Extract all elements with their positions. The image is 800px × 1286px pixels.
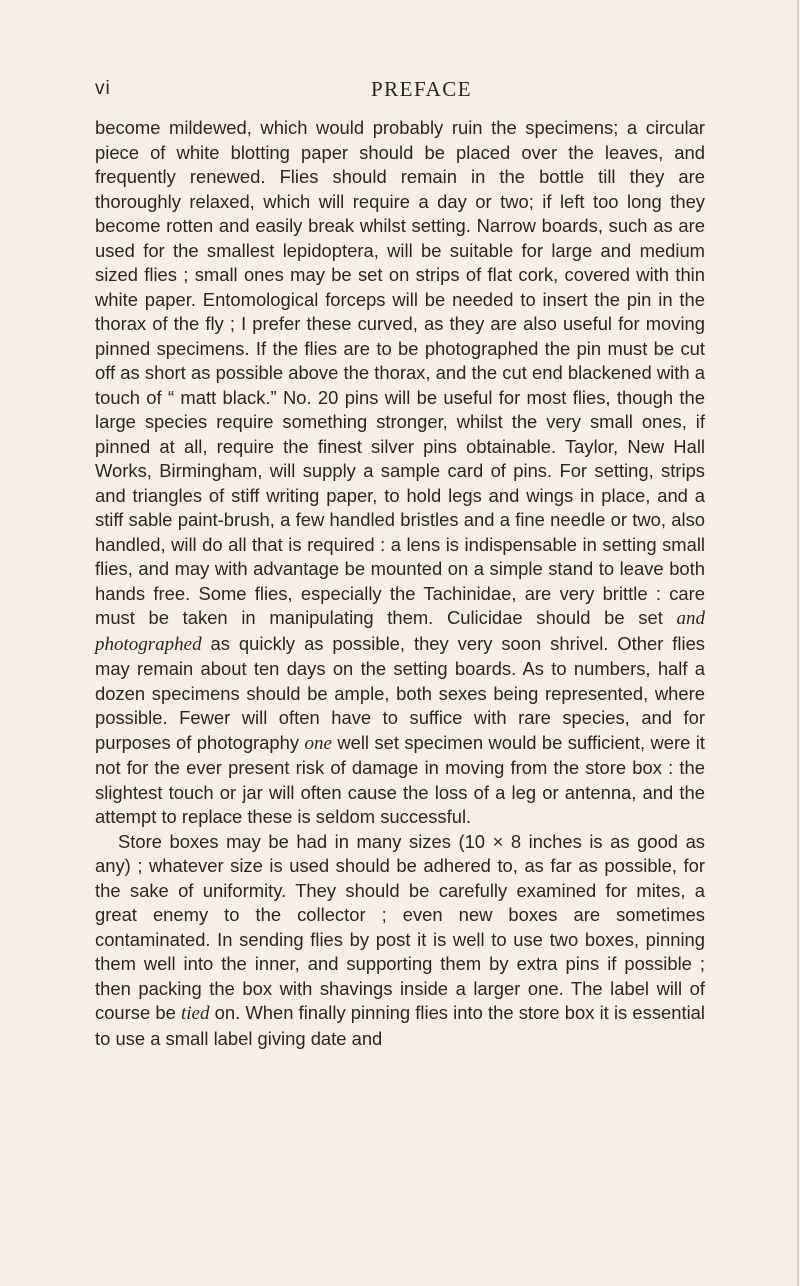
page-header <box>95 78 705 108</box>
body-text <box>95 116 705 1051</box>
italic-text: and photographed <box>95 608 705 655</box>
italic-text: tied <box>181 1003 210 1024</box>
paragraph <box>95 116 705 830</box>
paragraph <box>95 830 705 1052</box>
text-run: Store boxes may be had in many sizes (10 × 8 inches is as good as any) ; whatever size is used should be adhered to, as far as possible, for the sake of uniformity. They should be carefully examined for mites, a great enemy to the collector ; even new boxes are sometimes contaminated. In sending flies by post it is well to use two boxes, pinning them well into the inner, and supporting them by extra pins if possible ; then packing the box with shavings inside a larger one. The label will of course be <box>95 830 705 1023</box>
running-head: PREFACE <box>371 77 473 101</box>
page-edge-shadow <box>797 0 799 1286</box>
text-run: become mildewed, which would probably ruin the specimens; a circular piece of white blotting paper should be placed over the leaves, and frequently renewed. Flies should remain in the bottle till they are thoroughly relaxed, which will require a day or two; if left too long they become rotten and easily break whilst setting. Narrow boards, such as are used for the smallest lepidoptera, will be suitable for large and medium sized flies ; small ones may be set on strips of flat cork, covered with thin white paper. Entomological forceps will be needed to insert the pin in the thorax of the fly ; I prefer these curved, as they are also useful for moving pinned specimens. If the flies are to be photographed the pin must be cut off as short as possible above the thorax, and the cut end blackened with a touch of “ matt black.” No. 20 pins will be useful for most flies, though the large species require something stronger, whilst the very small ones, if pinned at all, require the finest silver pins obtainable. Taylor, New Hall Works, Birmingham, will supply a sample card of pins. For setting, strips and triangles of stiff writing paper, to hold legs and wings in place, and a stiff sable paint-brush, a few handled bristles and a fine needle or two, also handled, will do all that is required : a lens is indispensable in setting small flies, and may with advantage be mounted on a simple stand to leave both hands free. Some flies, especially the Tachinidae, are very brittle : care must be taken in manipulating them. Culicidae should be set <box>95 117 705 628</box>
italic-text: one <box>304 732 332 754</box>
page-number: vi <box>95 78 111 99</box>
text-run: well set specimen would be sufficient, were it not for the ever present risk of damage in moving from the store box : the slightest touch or jar will often cause the loss of a leg or antenna, and the attempt to replace these is seldom successful. <box>95 731 705 827</box>
text-run: as quickly as possible, they very soon shrivel. Other flies may remain about ten days on the setting boards. As to numbers, half a dozen specimens should be ample, both sexes being represented, where possible. Fewer will often have to suffice with rare species, and for purposes of photography <box>95 632 705 753</box>
text-run: on. When finally pinning flies into the store box it is essential to use a small label giving date and <box>95 1002 705 1049</box>
